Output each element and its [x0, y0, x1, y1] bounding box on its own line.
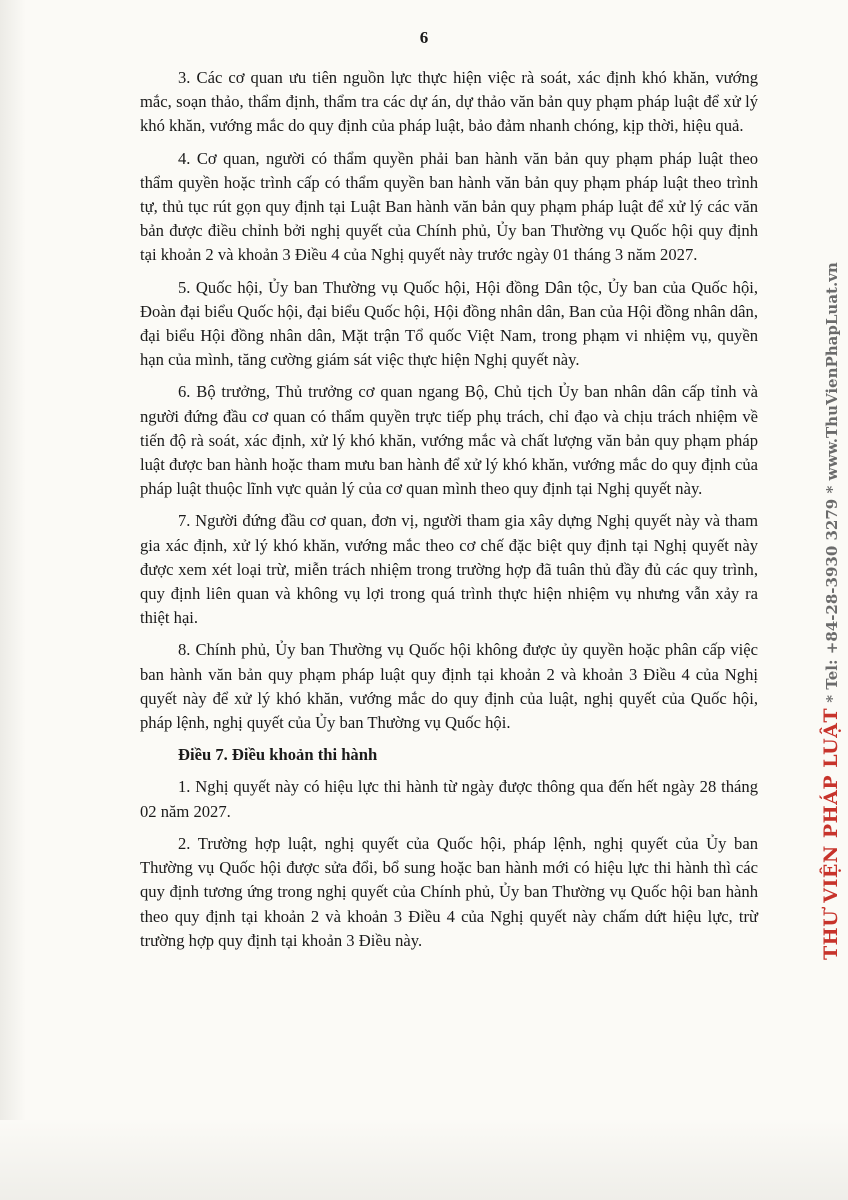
- scan-shadow-left: [0, 0, 26, 1200]
- clause-5: 5. Quốc hội, Ủy ban Thường vụ Quốc hội, Hội đồng Dân tộc, Ủy ban của Quốc hội, Đoàn đại biểu Quốc hội, đại biểu Quốc hội, Hội đồng nhân dân, Ban của Hội đồng nhân dân, đại biểu Hội đồng nhân dân, Mặt trận Tổ quốc Việt Nam, trong phạm vi nhiệm vụ, quyền hạn của mình, tăng cường giám sát việc thực hiện Nghị quyết này.: [140, 277, 758, 370]
- watermark-tel: * Tel: +84-28-3930 3279 *: [823, 480, 841, 708]
- article-7-clause-1: 1. Nghị quyết này có hiệu lực thi hành từ ngày được thông qua đến hết ngày 28 tháng 02 năm 2027.: [140, 777, 758, 821]
- clause-4: 4. Cơ quan, người có thẩm quyền phải ban hành văn bản quy phạm pháp luật theo thẩm quyền hoặc trình cấp có thẩm quyền ban hành văn bản quy phạm pháp luật theo trình tự, thủ tục rút gọn quy định tại Luật Ban hành văn bản quy phạm pháp luật để xử lý các văn bản được điều chỉnh bởi nghị quyết của Chính phủ, Ủy ban Thường vụ Quốc hội quy định tại khoản 2 và khoản 3 Điều 4 của Nghị quyết này trước ngày 01 tháng 3 năm 2027.: [140, 148, 758, 265]
- clause-7: 7. Người đứng đầu cơ quan, đơn vị, người tham gia xây dựng Nghị quyết này và tham gia xác định, xử lý khó khăn, vướng mắc theo cơ chế đặc biệt quy định tại Nghị quyết này được xem xét loại trừ, miễn trách nhiệm trong trường hợp đã tuân thủ đầy đủ các quy trình, quy định liên quan và không vụ lợi trong quá trình thực hiện nhiệm vụ nhưng vẫn xảy ra thiệt hại.: [140, 511, 758, 628]
- clause-6: 6. Bộ trưởng, Thủ trưởng cơ quan ngang Bộ, Chủ tịch Ủy ban nhân dân cấp tỉnh và người đứng đầu cơ quan có thẩm quyền trực tiếp phụ trách, chỉ đạo và chịu trách nhiệm về tiến độ rà soát, xác định, xử lý khó khăn, vướng mắc và chất lượng văn bản quy phạm pháp luật được ban hành hoặc tham mưu ban hành để xử lý khó khăn, vướng mắc do quy định của pháp luật thuộc lĩnh vực quản lý của cơ quan mình theo quy định tại Nghị quyết này.: [140, 382, 758, 499]
- watermark-brand: THƯ VIỆN PHÁP LUẬT: [820, 707, 842, 960]
- scan-shadow-bottom: [0, 1120, 848, 1200]
- side-watermark: [820, 262, 843, 960]
- watermark-website: www.ThuVienPhapLuat.vn: [823, 262, 841, 481]
- clause-8: 8. Chính phủ, Ủy ban Thường vụ Quốc hội không được ủy quyền hoặc phân cấp việc ban hành văn bản quy phạm pháp luật quy định tại khoản 2 và khoản 3 Điều 4 của Nghị quyết này để xử lý khó khăn, vướng mắc do quy định của luật, nghị quyết của Quốc hội, pháp lệnh, nghị quyết của Ủy ban Thường vụ Quốc hội.: [140, 640, 758, 733]
- clause-3: 3. Các cơ quan ưu tiên nguồn lực thực hiện việc rà soát, xác định khó khăn, vướng mắc, soạn thảo, thẩm định, thẩm tra các dự án, dự thảo văn bản quy phạm pháp luật để xử lý khó khăn, vướng mắc do quy định của pháp luật, bảo đảm nhanh chóng, kịp thời, hiệu quả.: [140, 68, 758, 136]
- page-number: 6: [419, 28, 429, 47]
- article-7-clause-2: 2. Trường hợp luật, nghị quyết của Quốc hội, pháp lệnh, nghị quyết của Ủy ban Thường vụ Quốc hội được sửa đổi, bổ sung hoặc ban hành mới có hiệu lực thi hành thì các quy định tương ứng trong nghị quyết của Chính phủ, Ủy ban Thường vụ Quốc hội ban hành theo quy định tại khoản 2 và khoản 3 Điều 4 của Nghị quyết này chấm dứt hiệu lực, trừ trường hợp quy định tại khoản 3 Điều này.: [140, 833, 758, 950]
- article-7-heading: Điều 7. Điều khoản thi hành: [178, 745, 378, 765]
- document-body: [140, 66, 758, 961]
